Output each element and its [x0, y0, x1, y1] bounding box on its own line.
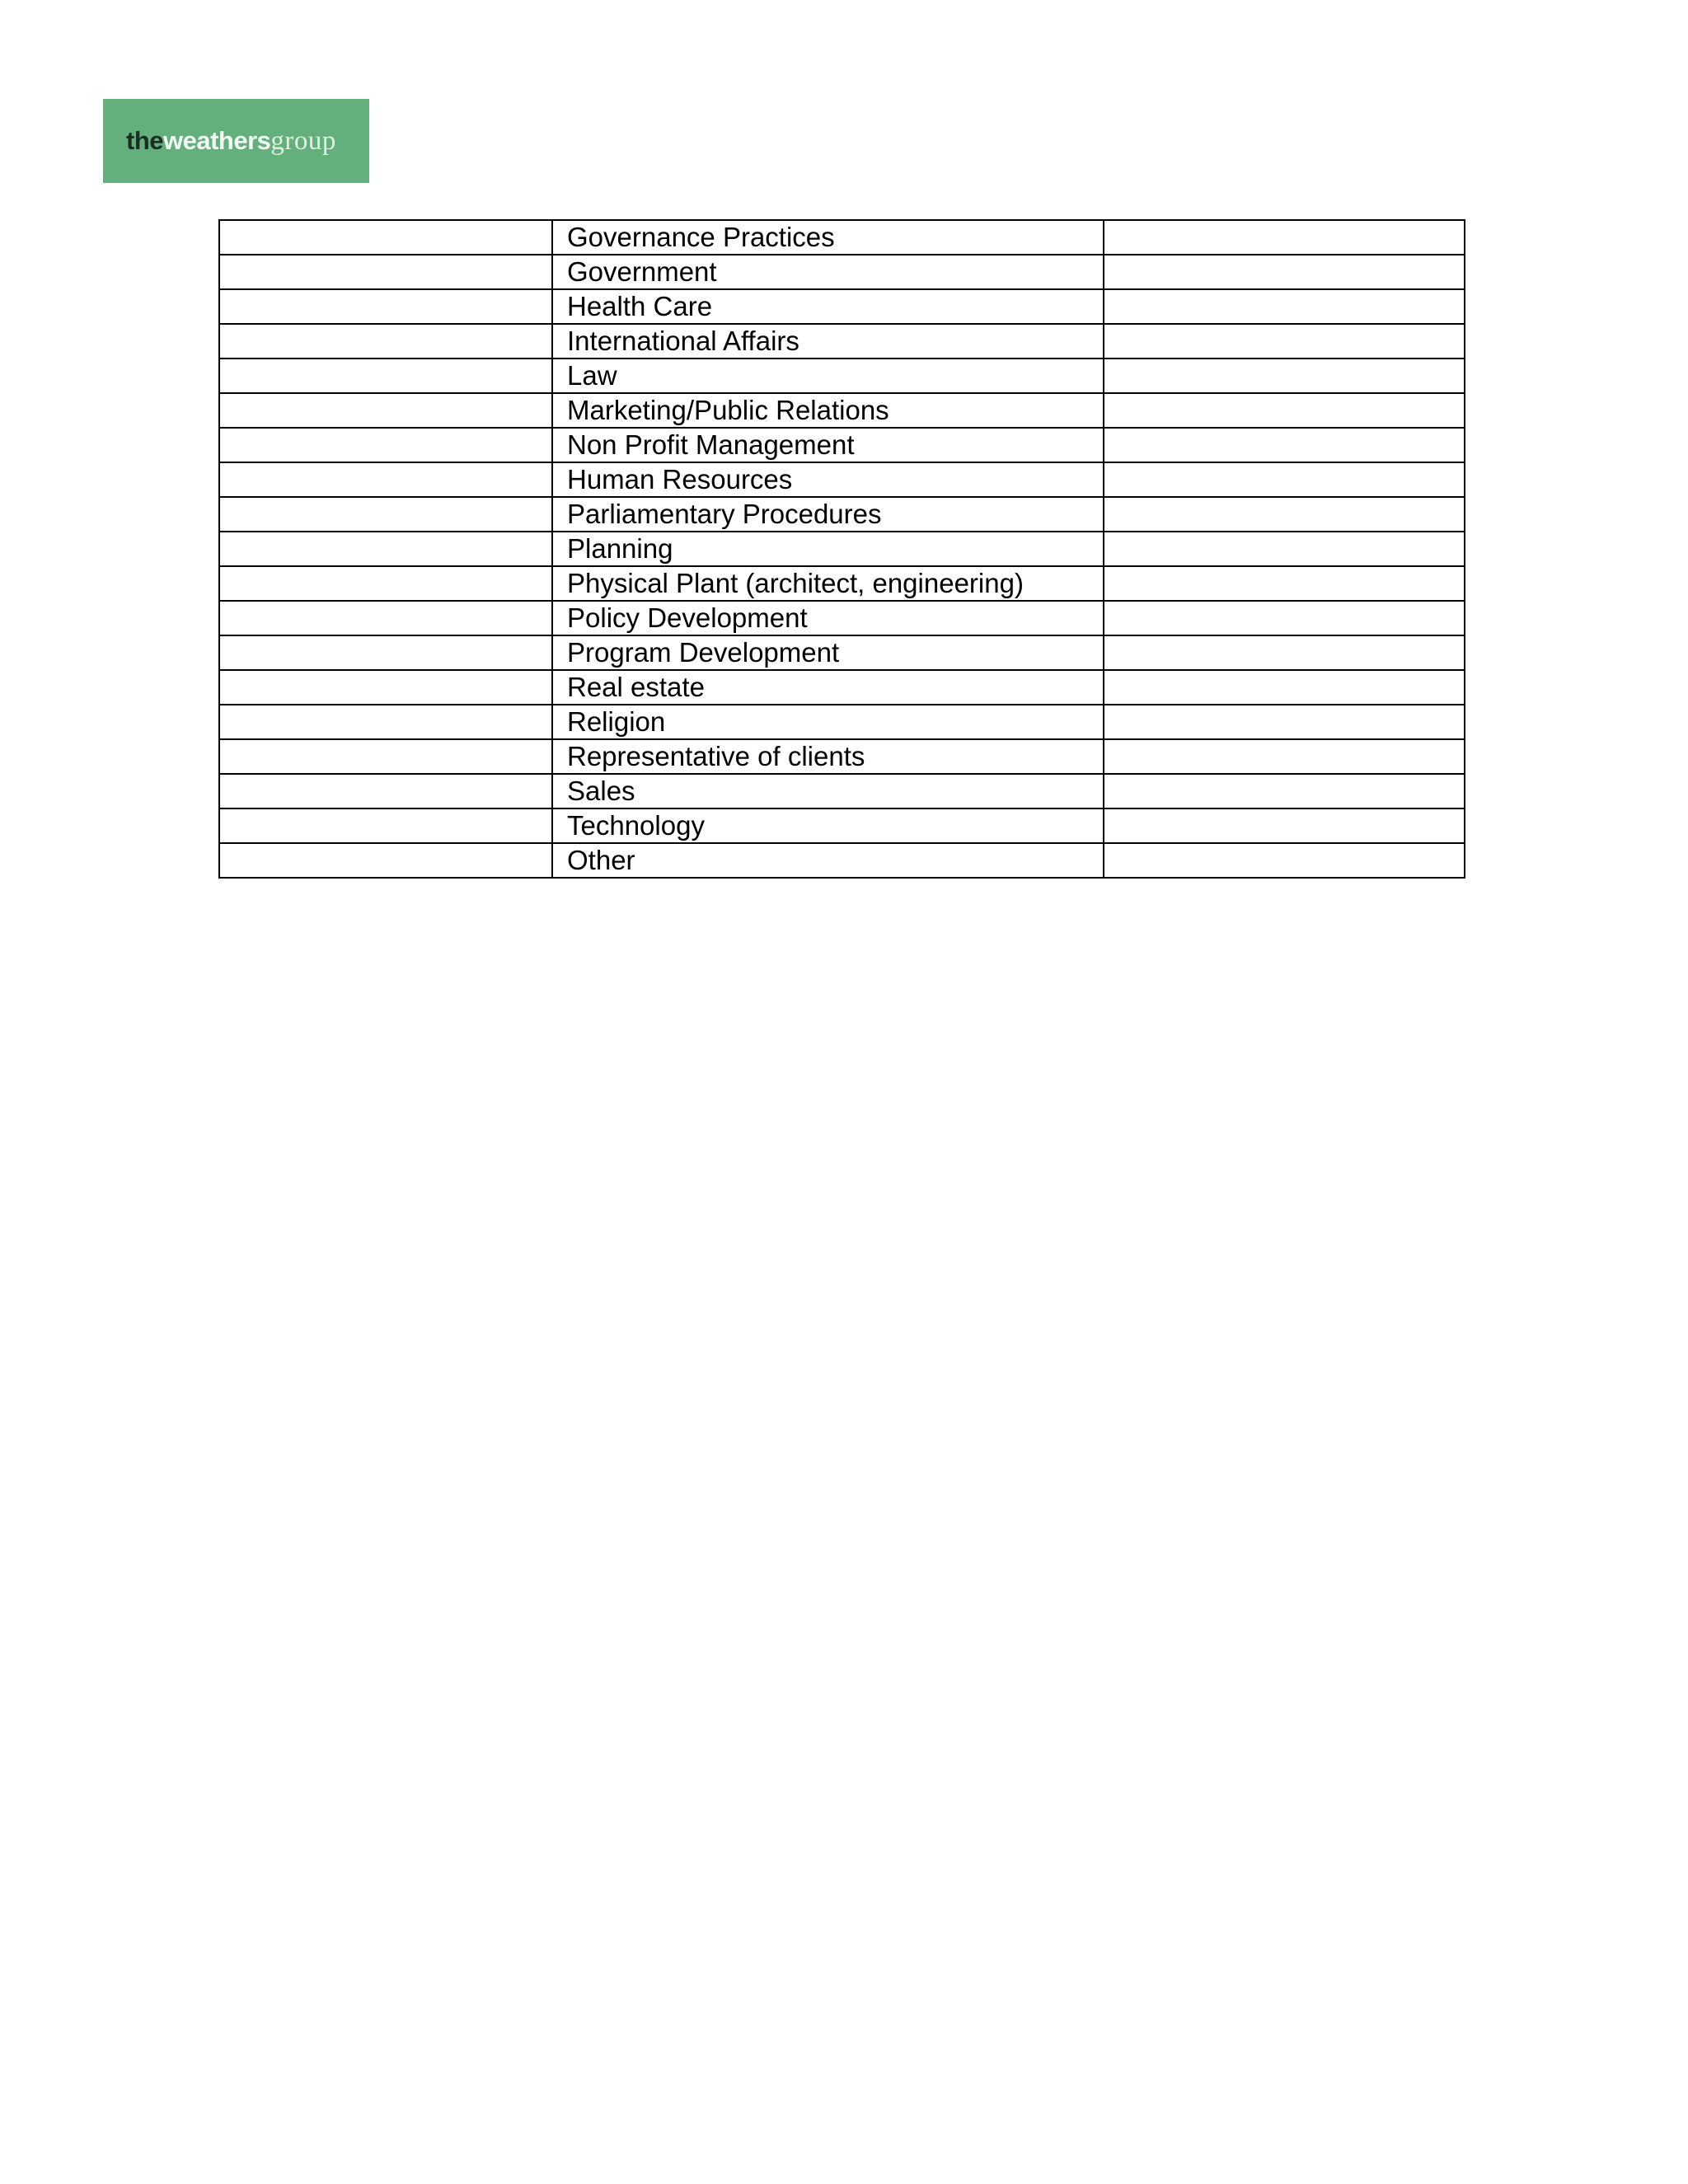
- category-cell[interactable]: [219, 462, 552, 497]
- category-cell[interactable]: [219, 566, 552, 601]
- value-cell[interactable]: [1104, 566, 1465, 601]
- table-row: [219, 774, 1465, 808]
- table-row: [219, 532, 1465, 566]
- category-cell[interactable]: [219, 774, 552, 808]
- table-row: [219, 843, 1465, 878]
- value-cell[interactable]: [1104, 774, 1465, 808]
- area-cell: Representative of clients: [552, 739, 1104, 774]
- table-row: [219, 359, 1465, 393]
- table-row: [219, 566, 1465, 601]
- table-row: [219, 324, 1465, 359]
- value-cell[interactable]: [1104, 601, 1465, 635]
- area-cell: Parliamentary Procedures: [552, 497, 1104, 532]
- table-row: [219, 739, 1465, 774]
- value-cell[interactable]: [1104, 289, 1465, 324]
- category-cell[interactable]: [219, 255, 552, 289]
- category-cell[interactable]: [219, 843, 552, 878]
- category-cell[interactable]: [219, 497, 552, 532]
- area-cell: Sales: [552, 774, 1104, 808]
- area-cell: International Affairs: [552, 324, 1104, 359]
- category-cell[interactable]: [219, 635, 552, 670]
- category-cell[interactable]: [219, 220, 552, 255]
- logo-text-the: the: [126, 126, 163, 155]
- category-cell[interactable]: [219, 670, 552, 705]
- area-cell: Government: [552, 255, 1104, 289]
- value-cell[interactable]: [1104, 497, 1465, 532]
- table-row: [219, 635, 1465, 670]
- area-cell: Planning: [552, 532, 1104, 566]
- value-cell[interactable]: [1104, 220, 1465, 255]
- area-cell: Real estate: [552, 670, 1104, 705]
- value-cell[interactable]: [1104, 462, 1465, 497]
- logo-text-group: group: [270, 125, 336, 156]
- area-cell: Non Profit Management: [552, 428, 1104, 462]
- value-cell[interactable]: [1104, 324, 1465, 359]
- value-cell[interactable]: [1104, 255, 1465, 289]
- value-cell[interactable]: [1104, 428, 1465, 462]
- category-cell[interactable]: [219, 705, 552, 739]
- table-row: [219, 393, 1465, 428]
- logo-text-weathers: weathers: [163, 126, 271, 155]
- value-cell[interactable]: [1104, 670, 1465, 705]
- category-cell[interactable]: [219, 428, 552, 462]
- value-cell[interactable]: [1104, 808, 1465, 843]
- area-cell: Law: [552, 359, 1104, 393]
- table-row: [219, 289, 1465, 324]
- table-row: [219, 255, 1465, 289]
- area-cell: Policy Development: [552, 601, 1104, 635]
- category-cell[interactable]: [219, 393, 552, 428]
- category-cell[interactable]: [219, 808, 552, 843]
- category-cell[interactable]: [219, 739, 552, 774]
- table-row: [219, 462, 1465, 497]
- area-cell: Marketing/Public Relations: [552, 393, 1104, 428]
- area-cell: Technology: [552, 808, 1104, 843]
- area-cell: Governance Practices: [552, 220, 1104, 255]
- category-cell[interactable]: [219, 324, 552, 359]
- area-cell: Human Resources: [552, 462, 1104, 497]
- value-cell[interactable]: [1104, 532, 1465, 566]
- category-cell[interactable]: [219, 601, 552, 635]
- table-row: [219, 670, 1465, 705]
- value-cell[interactable]: [1104, 635, 1465, 670]
- table-row: [219, 808, 1465, 843]
- value-cell[interactable]: [1104, 705, 1465, 739]
- expertise-table-body: [219, 220, 1465, 878]
- category-cell[interactable]: [219, 289, 552, 324]
- table-row: [219, 705, 1465, 739]
- category-cell[interactable]: [219, 532, 552, 566]
- value-cell[interactable]: [1104, 393, 1465, 428]
- table-row: [219, 220, 1465, 255]
- table-row: [219, 497, 1465, 532]
- table-row: [219, 601, 1465, 635]
- area-cell: Physical Plant (architect, engineering): [552, 566, 1104, 601]
- area-cell: Religion: [552, 705, 1104, 739]
- area-cell: Other: [552, 843, 1104, 878]
- area-cell: Health Care: [552, 289, 1104, 324]
- area-cell: Program Development: [552, 635, 1104, 670]
- expertise-table: [218, 219, 1465, 879]
- value-cell[interactable]: [1104, 359, 1465, 393]
- table-row: [219, 428, 1465, 462]
- weathers-group-logo: [103, 99, 369, 183]
- value-cell[interactable]: [1104, 843, 1465, 878]
- value-cell[interactable]: [1104, 739, 1465, 774]
- category-cell[interactable]: [219, 359, 552, 393]
